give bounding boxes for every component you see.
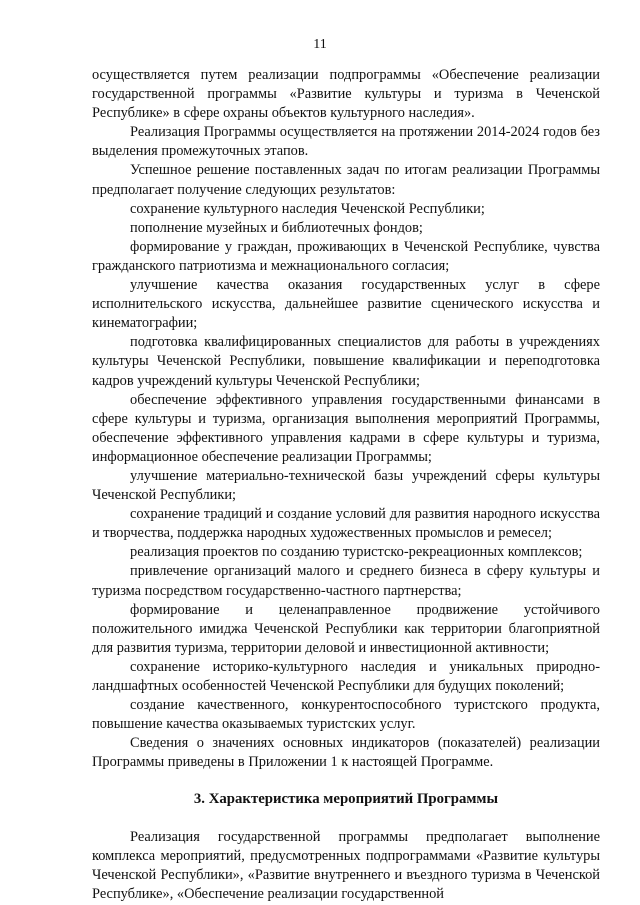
list-item: подготовка квалифицированных специалистов для работы в учреждениях культуры Чеченской Республики, повышение квалификации и переподготовка кадров учреждений культуры Чеченской Республики; — [92, 334, 600, 389]
section-heading: 3. Характеристика мероприятий Программы — [193, 791, 499, 808]
paragraph: Сведения о значениях основных индикаторов (показателей) реализации Программы приведены в Приложении 1 к настоящей Программе. — [92, 735, 600, 771]
paragraph: Реализация Программы осуществляется на протяжении 2014-2024 годов без выделения промежуточных этапов. — [92, 124, 600, 160]
paragraph: Реализация государственной программы предполагает выполнение комплекса мероприятий, предусмотренных подпрограммами «Развитие культуры Чеченской Республики», «Развитие внутреннего и въездного туризма в Чеченской Республике», «Обеспечение реализации государственной — [92, 828, 600, 902]
list-item: сохранение традиций и создание условий для развития народного искусства и творчества, поддержка народных художественных промыслов и ремесел; — [92, 506, 600, 542]
list-item: обеспечение эффективного управления государственными финансами в сфере культуры и туризма, организация выполнения мероприятий Программы, обеспечение эффективного управления кадрами в сфере культуры и туризма, информационное обеспечение реализации Программы; — [92, 391, 600, 465]
list-item: реализация проектов по созданию туристско-рекреационных комплексов; — [130, 544, 583, 561]
list-item: улучшение материально-технической базы учреждений сферы культуры Чеченской Республики; — [92, 467, 600, 504]
list-item: сохранение историко-культурного наследия и уникальных природно-ландшафтных особенностей Чеченской Республики для будущих поколений; — [92, 658, 600, 694]
list-item: пополнение музейных и библиотечных фондов; — [130, 219, 423, 236]
document-body — [92, 66, 600, 904]
list-item: формирование у граждан, проживающих в Чеченской Республике, чувства гражданского патриотизма и межнационального согласия; — [92, 238, 600, 274]
list-item: привлечение организаций малого и среднего бизнеса в сферу культуры и туризма посредством государственно-частного партнерства; — [92, 563, 600, 599]
list-item: создание качественного, конкурентоспособного туристского продукта, повышение качества оказываемых туристских услуг. — [92, 697, 600, 733]
paragraph: Успешное решение поставленных задач по итогам реализации Программы предполагает получение следующих результатов: — [92, 162, 600, 198]
page-number: 11 — [313, 37, 327, 52]
list-item: формирование и целенаправленное продвижение устойчивого положительного имиджа Чеченской Республики как территории благоприятной для развития туризма, территории деловой и инвестиционной активности; — [92, 601, 600, 656]
paragraph: осуществляется путем реализации подпрограммы «Обеспечение реализации государственной программы «Развитие культуры и туризма в Чеченской Республике» в сфере охраны объектов культурного наследия». — [92, 67, 600, 122]
list-item: улучшение качества оказания государственных услуг в сфере исполнительского искусства, дальнейшее развитие сценического искусства и кинематографии; — [92, 277, 600, 332]
list-item: сохранение культурного наследия Чеченской Республики; — [130, 200, 485, 217]
